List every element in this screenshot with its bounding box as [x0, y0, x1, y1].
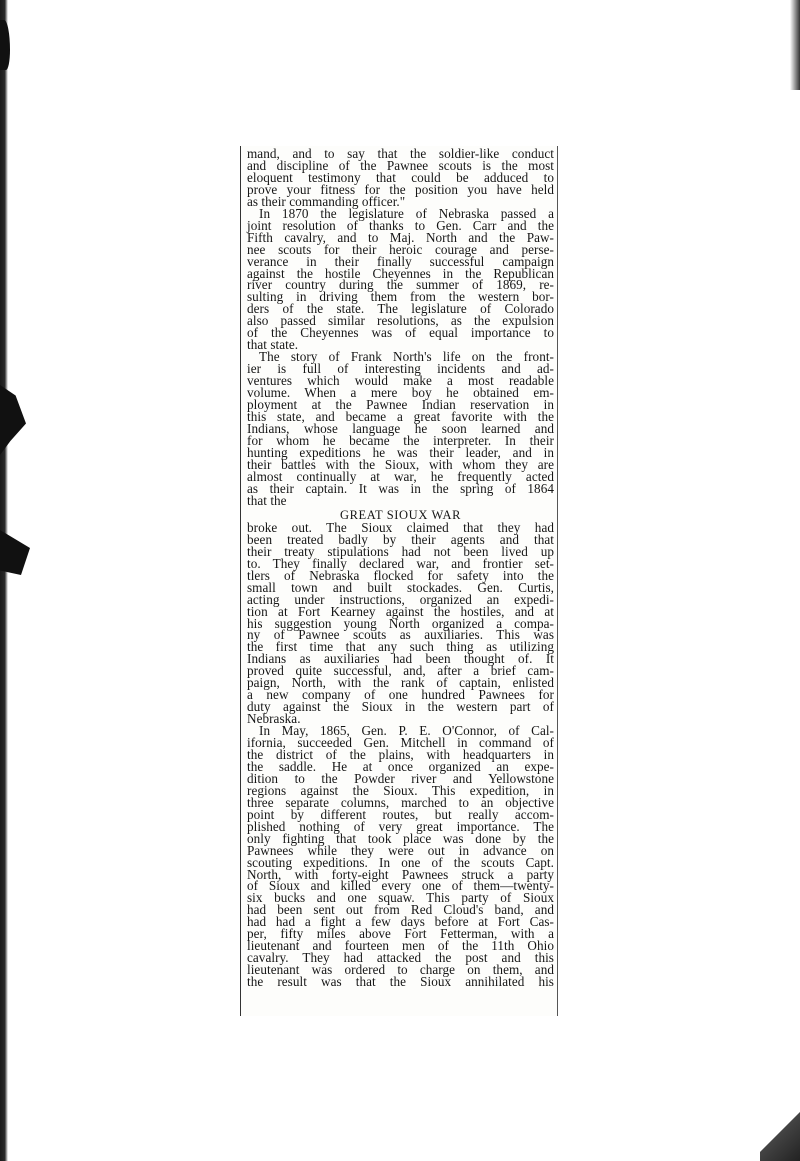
text-line: paign, North, with the rank of captain, enlisted	[247, 675, 554, 691]
text-line: also passed similar resolutions, as the expulsion	[247, 313, 554, 329]
text-line: had had a fight a few days before at Fort Cas-	[247, 914, 554, 930]
text-line: per, fifty miles above Fort Fetterman, with a	[247, 926, 554, 942]
text-line: the saddle. He at once organized an expe-	[247, 758, 554, 774]
text-line: as their captain. It was in the spring of 1864	[247, 480, 554, 496]
text-line: ny of Pawnee scouts as auxiliaries. This was	[247, 627, 554, 643]
edge-tear-mark	[0, 530, 30, 575]
text-line: six bucks and one squaw. This party of Sioux	[247, 890, 554, 906]
text-line: tion at Fort Kearney against the hostiles, and at	[247, 603, 554, 619]
text-line: duty against the Sioux in the western part of	[247, 699, 554, 715]
text-line: sulting in driving them from the western bor-	[247, 289, 554, 305]
newspaper-clipping	[240, 146, 558, 1016]
text-line: against the hostile Cheyennes in the Republican	[247, 265, 554, 281]
page-edge-shadow	[0, 0, 8, 1161]
paragraph-start: In May, 1865, Gen. P. E. O'Connor, of Cal-	[259, 723, 554, 739]
edge-tear-mark	[0, 20, 10, 70]
text-line: the district of the plains, with headquarters in	[247, 747, 554, 762]
text-line: cavalry. They had attacked the post and this	[247, 950, 554, 966]
text-line: hunting expeditions he was their leader, and in	[247, 444, 554, 460]
text-line: Pawnees while they were out in advance on	[247, 842, 554, 858]
text-line: volume. When a mere boy he obtained em-	[247, 385, 554, 401]
text-line: acting under instructions, organized an expedi-	[247, 591, 554, 607]
text-line: to. They finally declared war, and frontier set-	[247, 555, 554, 571]
text-line: the first time that any such thing as utilizing	[247, 639, 554, 655]
text-line: ier is full of interesting incidents and ad-	[247, 361, 554, 377]
edge-tear-mark	[0, 385, 26, 455]
text-line: lieutenant was ordered to charge on them, and	[247, 962, 554, 978]
text-line: Nebraska.	[247, 711, 301, 727]
text-line: his suggestion young North organized a compa-	[247, 615, 554, 631]
text-line: that the	[247, 492, 287, 508]
text-line: proved quite successful, and, after a brief cam-	[247, 663, 554, 679]
text-line: and discipline of the Pawnee scouts is the most	[247, 157, 554, 173]
text-line: a new company of one hundred Pawnees for	[247, 687, 554, 703]
text-line: only fighting that took place was done by the	[247, 830, 554, 846]
text-line: scouting expeditions. In one of the scouts Capt.	[247, 854, 554, 870]
text-line: been treated badly by their agents and that	[247, 531, 554, 547]
text-line: ifornia, succeeded Gen. Mitchell in command of	[247, 735, 554, 751]
text-line: North, with forty-eight Pawnees struck a party	[247, 866, 554, 882]
folded-corner	[760, 1111, 800, 1161]
text-line: had been sent out from Red Cloud's band, and	[247, 902, 554, 918]
text-line: Indians as auxiliaries had been thought of. It	[247, 651, 554, 667]
text-line: dition to the Powder river and Yellowstone	[247, 770, 554, 786]
text-line: their treaty stipulations had not been lived up	[247, 543, 554, 559]
paragraph-start: The story of Frank North's life on the front-	[259, 349, 554, 365]
text-line: this state, and became a great favorite with the	[247, 408, 554, 424]
text-line: of the Cheyennes was of equal importance to	[247, 325, 554, 341]
section-heading: GREAT SIOUX WAR	[339, 507, 462, 522]
text-line: ployment at the Pawnee Indian reservation in	[247, 397, 554, 413]
text-line: eloquent testimony that could be adduced to	[247, 169, 554, 185]
text-line: small town and built stockades. Gen. Curtis,	[247, 579, 554, 595]
text-line: their battles with the Sioux, with whom they are	[247, 456, 554, 472]
text-line: verance in their finally successful campaign	[247, 253, 554, 269]
text-line: for whom he became the interpreter. In their	[247, 432, 554, 448]
text-line: plished nothing of very great importance. The	[247, 818, 554, 834]
text-line: mand, and to say that the soldier-like conduct	[247, 146, 554, 161]
text-line: prove your fitness for the position you have held	[247, 181, 554, 197]
text-line: ventures which would make a most readable	[247, 373, 554, 389]
text-line: Indians, whose language he soon learned and	[247, 420, 554, 436]
text-line: nee scouts for their heroic courage and perse-	[247, 241, 554, 257]
text-line: ders of the state. The legislature of Colorado	[247, 301, 554, 317]
text-line: river country during the summer of 1869, re-	[247, 277, 554, 293]
text-line: as their commanding officer."	[247, 193, 406, 209]
text-line: point by different routes, but really accom-	[247, 806, 554, 822]
text-line: lieutenant and fourteen men of the 11th Ohio	[247, 938, 554, 954]
text-line: regions against the Sioux. This expedition, in	[247, 782, 554, 798]
text-line: broke out. The Sioux claimed that they had	[247, 519, 554, 535]
text-line: the result was that the Sioux annihilated his	[247, 974, 554, 990]
paragraph-start: In 1870 the legislature of Nebraska passed a	[259, 205, 554, 221]
page-edge-shadow	[790, 0, 800, 90]
text-line: that state.	[247, 337, 299, 353]
text-line: almost continually at war, he frequently acted	[247, 468, 554, 484]
text-line: of Sioux and killed every one of them—twenty-	[247, 878, 554, 894]
text-line: Fifth cavalry, and to Maj. North and the Paw-	[247, 229, 554, 245]
text-line: three separate columns, marched to an objective	[247, 794, 554, 810]
text-line: joint resolution of thanks to Gen. Carr and the	[247, 217, 554, 233]
text-line: tlers of Nebraska flocked for safety into the	[247, 567, 554, 583]
